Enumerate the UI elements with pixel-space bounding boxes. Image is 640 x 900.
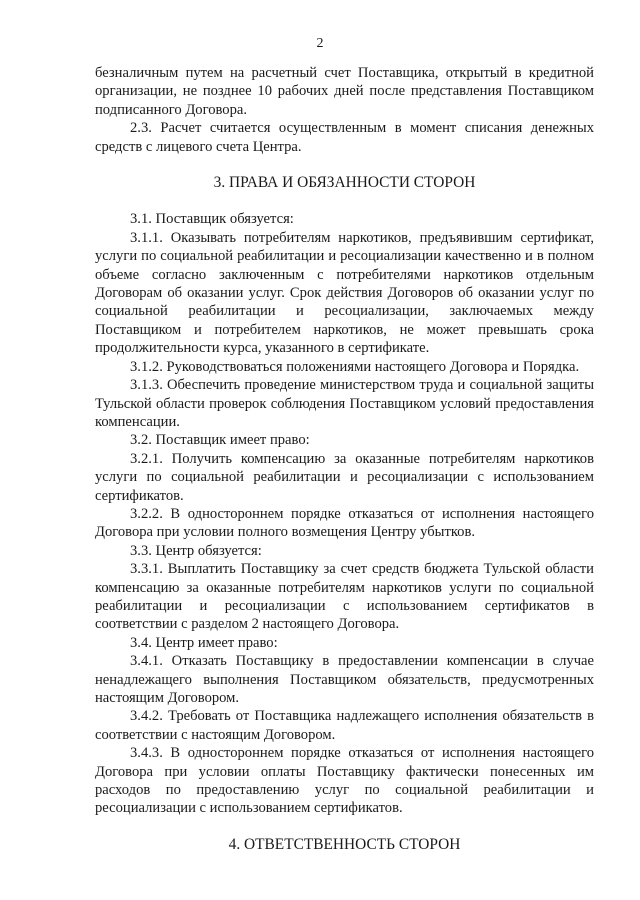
paragraph-3-1: 3.1. Поставщик обязуется:	[130, 211, 294, 228]
paragraph-3-1-1: 3.1.1. Оказывать потребителям наркотиков, предъявившим сертификат, услуги по социальной реабилитации и ресоциализации качественно и в полном объеме согласно заключенным с потребителями наркотиков отдельным Договорам об оказании услуг. Срок действия Договоров об оказании услуг по социальной реабилитации и ресоциализации, заключаемых между Поставщиком и потребителем наркотиков, не может превышать срока продолжительности курса, указанного в сертификате.	[95, 229, 594, 357]
paragraph-3-1-3: 3.1.3. Обеспечить проведение министерством труда и социальной защиты Тульской области проверок соблюдения Поставщиком условий предоставления компенсации.	[95, 377, 594, 430]
section-3-heading: 3. ПРАВА И ОБЯЗАННОСТИ СТОРОН	[213, 174, 476, 192]
paragraph-3-4-2: 3.4.2. Требовать от Поставщика надлежащего исполнения обязательств в соответствии с настоящим Договором.	[95, 708, 594, 743]
paragraph-3-2: 3.2. Поставщик имеет право:	[130, 432, 310, 449]
paragraph-2-3: 2.3. Расчет считается осуществленным в момент списания денежных средств с лицевого счета Центра.	[95, 120, 594, 155]
paragraph-3-3: 3.3. Центр обязуется:	[130, 542, 262, 559]
paragraph-3-2-1: 3.2.1. Получить компенсацию за оказанные потребителям наркотиков услуги по социальной реабилитации и ресоциализации с использованием сертификатов.	[95, 450, 594, 504]
page-number: 2	[316, 36, 324, 51]
paragraph-3-3-1: 3.3.1. Выплатить Поставщику за счет средств бюджета Тульской области компенсацию за оказанные потребителям наркотиков услуги по социальной реабилитации и ресоциализации с использованием сертификатов в соответствии с разделом 2 настоящего Договора.	[95, 561, 594, 633]
paragraph-continuation: безналичным путем на расчетный счет Поставщика, открытый в кредитной организации, не позднее 10 рабочих дней после представления Поставщиком подписанного Договора.	[95, 65, 594, 118]
paragraph-3-2-2: 3.2.2. В одностороннем порядке отказаться от исполнения настоящего Договора при условии полного возмещения Центру убытков.	[95, 505, 594, 541]
paragraph-3-1-2: 3.1.2. Руководствоваться положениями настоящего Договора и Порядка.	[130, 358, 580, 375]
paragraph-3-4: 3.4. Центр имеет право:	[130, 634, 278, 651]
document-body	[95, 64, 594, 854]
paragraph-3-4-3: 3.4.3. В одностороннем порядке отказаться от исполнения настоящего Договора при условии оплаты Поставщику фактически понесенных им расходов по предоставлению услуг по социальной реабилитации и ресоциализации с использованием сертификатов.	[95, 745, 594, 817]
paragraph-3-4-1: 3.4.1. Отказать Поставщику в предоставлении компенсации в случае ненадлежащего выполнения Поставщиком обязательств, предусмотренных настоящим Договором.	[95, 653, 594, 706]
section-4-heading: 4. ОТВЕТСТВЕННОСТЬ СТОРОН	[228, 835, 461, 853]
